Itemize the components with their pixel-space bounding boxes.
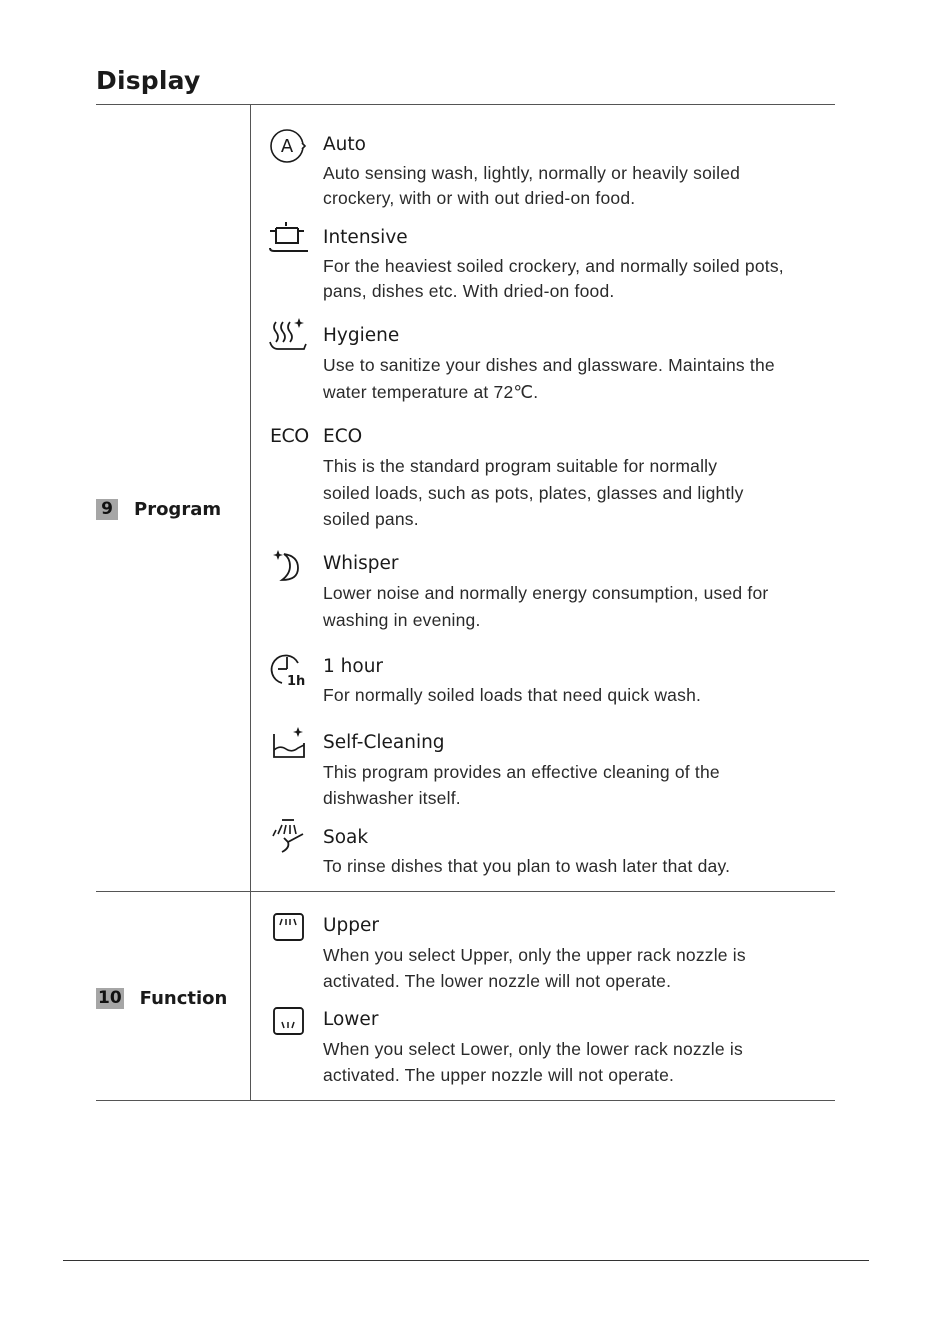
- program-description: To rinse dishes that you plan to wash later that day.: [323, 856, 731, 876]
- self-cleaning-icon: [268, 731, 308, 767]
- section-title: Function: [139, 988, 228, 1009]
- function-name: Upper: [323, 915, 380, 936]
- svg-text:A: A: [280, 136, 294, 157]
- eco-icon: ECO: [270, 425, 309, 447]
- section-label-program: [96, 499, 221, 520]
- program-description: Use to sanitize your dishes and glassware. Maintains the water temperature at 72℃.: [323, 355, 775, 402]
- program-name: Soak: [323, 827, 369, 848]
- section-number-badge: 10: [98, 988, 122, 1008]
- program-name: Intensive: [323, 227, 408, 248]
- svg-text:1h: 1h: [287, 674, 306, 689]
- section-divider-rule: [96, 891, 835, 892]
- table-bottom-rule: [96, 1100, 835, 1101]
- column-divider: [250, 104, 251, 1100]
- intensive-pot-icon: [268, 226, 308, 262]
- function-name: Lower: [323, 1009, 379, 1030]
- lower-rack-icon: [268, 1008, 308, 1044]
- program-description: For normally soiled loads that need quick wash.: [323, 685, 702, 705]
- soak-icon: [268, 826, 308, 862]
- one-hour-clock-icon: [268, 655, 308, 691]
- program-name: 1 hour: [323, 656, 384, 677]
- table-top-rule: [96, 104, 835, 105]
- program-description: Lower noise and normally energy consumption, used for washing in evening.: [323, 583, 769, 630]
- function-description: When you select Lower, only the lower rack nozzle is activated. The upper nozzle will not operate.: [323, 1039, 743, 1085]
- auto-icon: [268, 133, 308, 169]
- program-name: Auto: [323, 134, 366, 155]
- section-label-function: [96, 988, 227, 1009]
- function-description: When you select Upper, only the upper rack nozzle is activated. The lower nozzle will not operate.: [323, 945, 746, 991]
- program-name: Hygiene: [323, 325, 400, 346]
- program-name: Self-Cleaning: [323, 732, 445, 753]
- program-description: This program provides an effective cleaning of the dishwasher itself.: [323, 762, 720, 808]
- program-name: Whisper: [323, 553, 399, 574]
- section-number-badge: 9: [96, 499, 118, 520]
- program-name: ECO: [323, 426, 363, 447]
- page-title: Display: [96, 66, 201, 95]
- hygiene-steam-icon: [268, 324, 308, 360]
- footer-rule: [63, 1260, 869, 1261]
- program-description: This is the standard program suitable for normally soiled loads, such as pots, plates, glasses and lightly soiled pans.: [323, 456, 744, 529]
- section-title: Program: [134, 499, 222, 520]
- program-description: Auto sensing wash, lightly, normally or heavily soiled crockery, with or with out dried-on food.: [323, 163, 741, 208]
- upper-rack-icon: [268, 914, 308, 950]
- whisper-moon-icon: [268, 552, 308, 588]
- program-description: For the heaviest soiled crockery, and normally soiled pots, pans, dishes etc. With dried-on food.: [323, 256, 784, 301]
